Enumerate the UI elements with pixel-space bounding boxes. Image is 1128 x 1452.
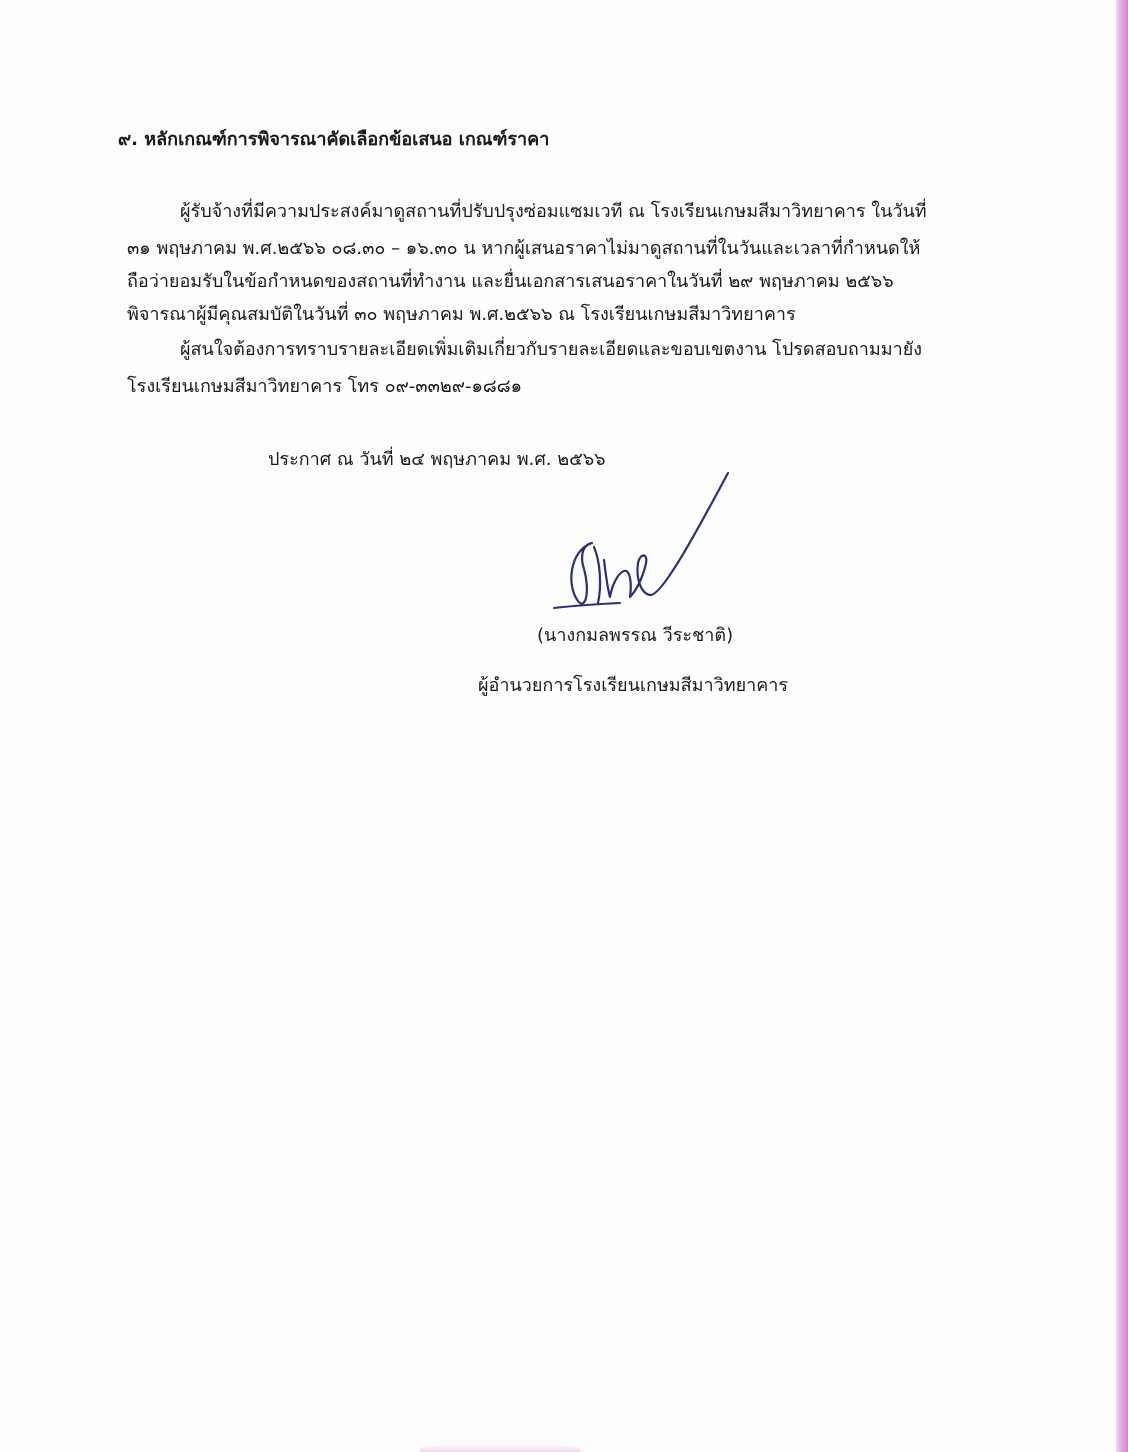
paragraph2-line2: โรงเรียนเกษมสีมาวิทยาคาร โทร ๐๙-๓๓๒๙-๑๘๘๑ [127,376,523,397]
signatory-name: (นางกมลพรรณ วีระชาติ) [537,625,734,646]
paragraph2-line1: ผู้สนใจต้องการทราบรายละเอียดเพิ่มเติมเกี่ยวกับรายละเอียดและขอบเขตงาน โปรดสอบถามมายัง [180,339,923,360]
page-edge-bottom [420,1444,580,1452]
paragraph1-line3: ถือว่ายอมรับในข้อกำหนดของสถานที่ทำงาน และยื่นเอกสารเสนอราคาในวันที่ ๒๙ พฤษภาคม ๒๕๖๖ [127,271,894,292]
announcement-date: ประกาศ ณ วันที่ ๒๔ พฤษภาคม พ.ศ. ๒๕๖๖ [268,449,606,470]
page-edge-right [1116,0,1128,1452]
paragraph1-line2: ๓๑ พฤษภาคม พ.ศ.๒๕๖๖ ๐๘.๓๐ – ๑๖.๓๐ น หากผู้เสนอราคาไม่มาดูสถานที่ในวันและเวลาที่กำหนดให้ [127,238,921,259]
section-heading: ๙. หลักเกณฑ์การพิจารณาคัดเลือกข้อเสนอ เกณฑ์ราคา [118,129,550,150]
paragraph1-line4: พิจารณาผู้มีคุณสมบัติในวันที่ ๓๐ พฤษภาคม พ.ศ.๒๕๖๖ ณ โรงเรียนเกษมสีมาวิทยาคาร [127,304,796,325]
paragraph1-line1: ผู้รับจ้างที่มีความประสงค์มาดูสถานที่ปรับปรุงซ่อมแซมเวที ณ โรงเรียนเกษมสีมาวิทยาคาร ในวันที่ [180,201,927,222]
signature-image [540,465,740,620]
signatory-title: ผู้อำนวยการโรงเรียนเกษมสีมาวิทยาคาร [478,675,789,696]
